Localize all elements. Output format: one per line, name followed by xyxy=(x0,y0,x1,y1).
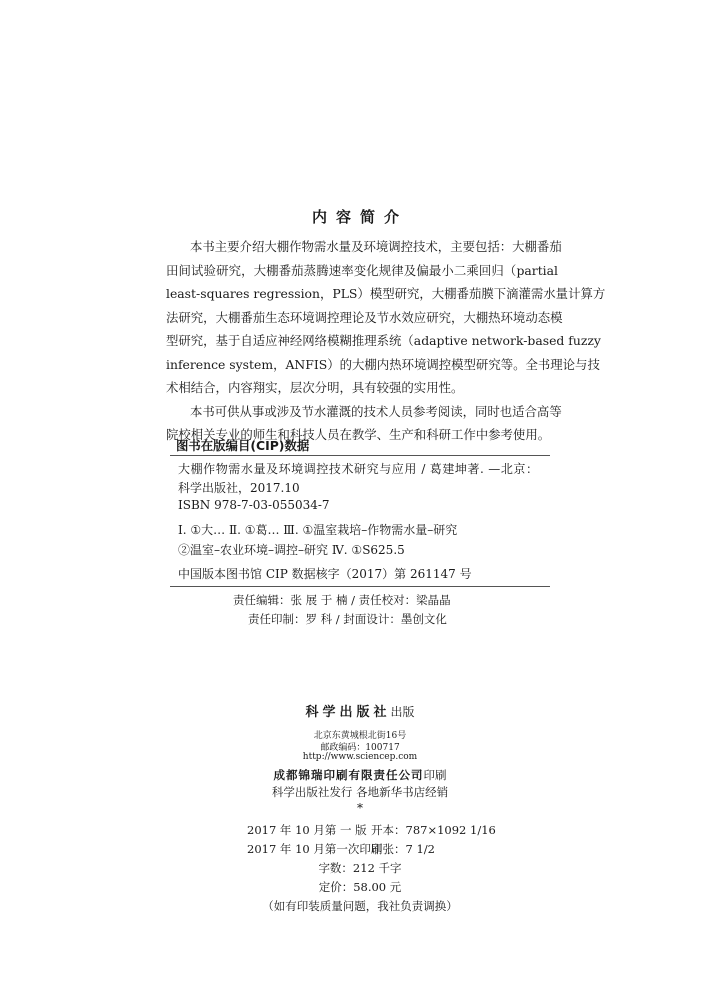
separator-star: * xyxy=(357,801,363,815)
cip-line: 中国版本图书馆 CIP 数据核字（2017）第 261147 号 xyxy=(178,567,472,581)
intro-line: 型研究，基于自适应神经网络模糊推理系统（adaptive network-based fuzzy xyxy=(166,333,601,348)
publisher-url: http://www.sciencep.com xyxy=(302,752,418,762)
intro-line: 本书可供从事或涉及节水灌溉的技术人员参考阅读，同时也适合高等 xyxy=(190,403,562,419)
publisher-line xyxy=(0,701,720,720)
distribution-line: 科学出版社发行 各地新华书店经销 xyxy=(271,785,449,799)
publisher-name: 科学出版社 xyxy=(305,705,391,720)
cip-line: Ⅰ. ①大… Ⅱ. ①葛… Ⅲ. ①温室栽培–作物需水量–研究 xyxy=(178,523,458,537)
cip-line: 科学出版社，2017.10 xyxy=(178,481,300,495)
print-date: 2017 年 10 月第一次印刷 xyxy=(247,842,383,856)
publisher-suffix: 出版 xyxy=(390,705,415,719)
intro-line: 本书主要介绍大棚作物需水量及环境调控技术，主要包括：大棚番茄 xyxy=(190,239,562,254)
publisher-postcode: 邮政编码：100717 xyxy=(320,743,400,753)
cip-isbn: ISBN 978-7-03-055034-7 xyxy=(178,498,330,512)
intro-title: 内容简介 xyxy=(311,208,408,226)
intro-line: 田间试验研究，大棚番茄蒸腾速率变化规律及偏最小二乘回归（partial xyxy=(166,262,558,278)
cip-line: ②温室–农业环境–调控–研究 Ⅳ. ①S625.5 xyxy=(178,543,405,557)
cip-top-rule xyxy=(170,455,550,456)
print-sheets: 印张：7 1/2 xyxy=(371,842,435,856)
cip-line: 大棚作物需水量及环境调控技术研究与应用 / 葛建坤著. —北京： xyxy=(178,462,538,476)
credits-line: 责任印制：罗 科 / 封面设计：墨创文化 xyxy=(248,612,447,626)
quality-notice: （如有印装质量问题，我社负责调换） xyxy=(262,899,458,913)
publisher-address: 北京东黄城根北街16号 xyxy=(313,731,407,741)
intro-line: 院校相关专业的师生和科技人员在教学、生产和科研工作中参考使用。 xyxy=(166,427,551,442)
printer-name: 成都锦瑞印刷有限责任公司 xyxy=(273,768,424,782)
intro-text xyxy=(166,235,606,447)
edition-date: 2017 年 10 月第 一 版 xyxy=(247,823,367,837)
cip-bottom-rule xyxy=(170,586,550,587)
printer-suffix: 印刷 xyxy=(423,768,447,782)
printer-line xyxy=(0,767,720,783)
book-format: 开本：787×1092 1/16 xyxy=(371,823,496,837)
word-count: 字数：212 千字 xyxy=(318,861,402,875)
intro-line: 术相结合，内容翔实，层次分明，具有较强的实用性。 xyxy=(166,380,464,395)
credits-line: 责任编辑：张 展 于 楠 / 责任校对：梁晶晶 xyxy=(233,593,451,607)
price: 定价：58.00 元 xyxy=(318,880,402,894)
intro-line: 法研究，大棚番茄生态环境调控理论及节水效应研究，大棚热环境动态模 xyxy=(166,309,563,325)
intro-line: least-squares regression，PLS）模型研究，大棚番茄膜下滴灌需水量计算方 xyxy=(166,286,606,301)
cip-heading: 图书在版编目(CIP)数据 xyxy=(176,438,310,453)
intro-line: inference system，ANFIS）的大棚内热环境调控模型研究等。全书理论与技 xyxy=(166,356,600,372)
